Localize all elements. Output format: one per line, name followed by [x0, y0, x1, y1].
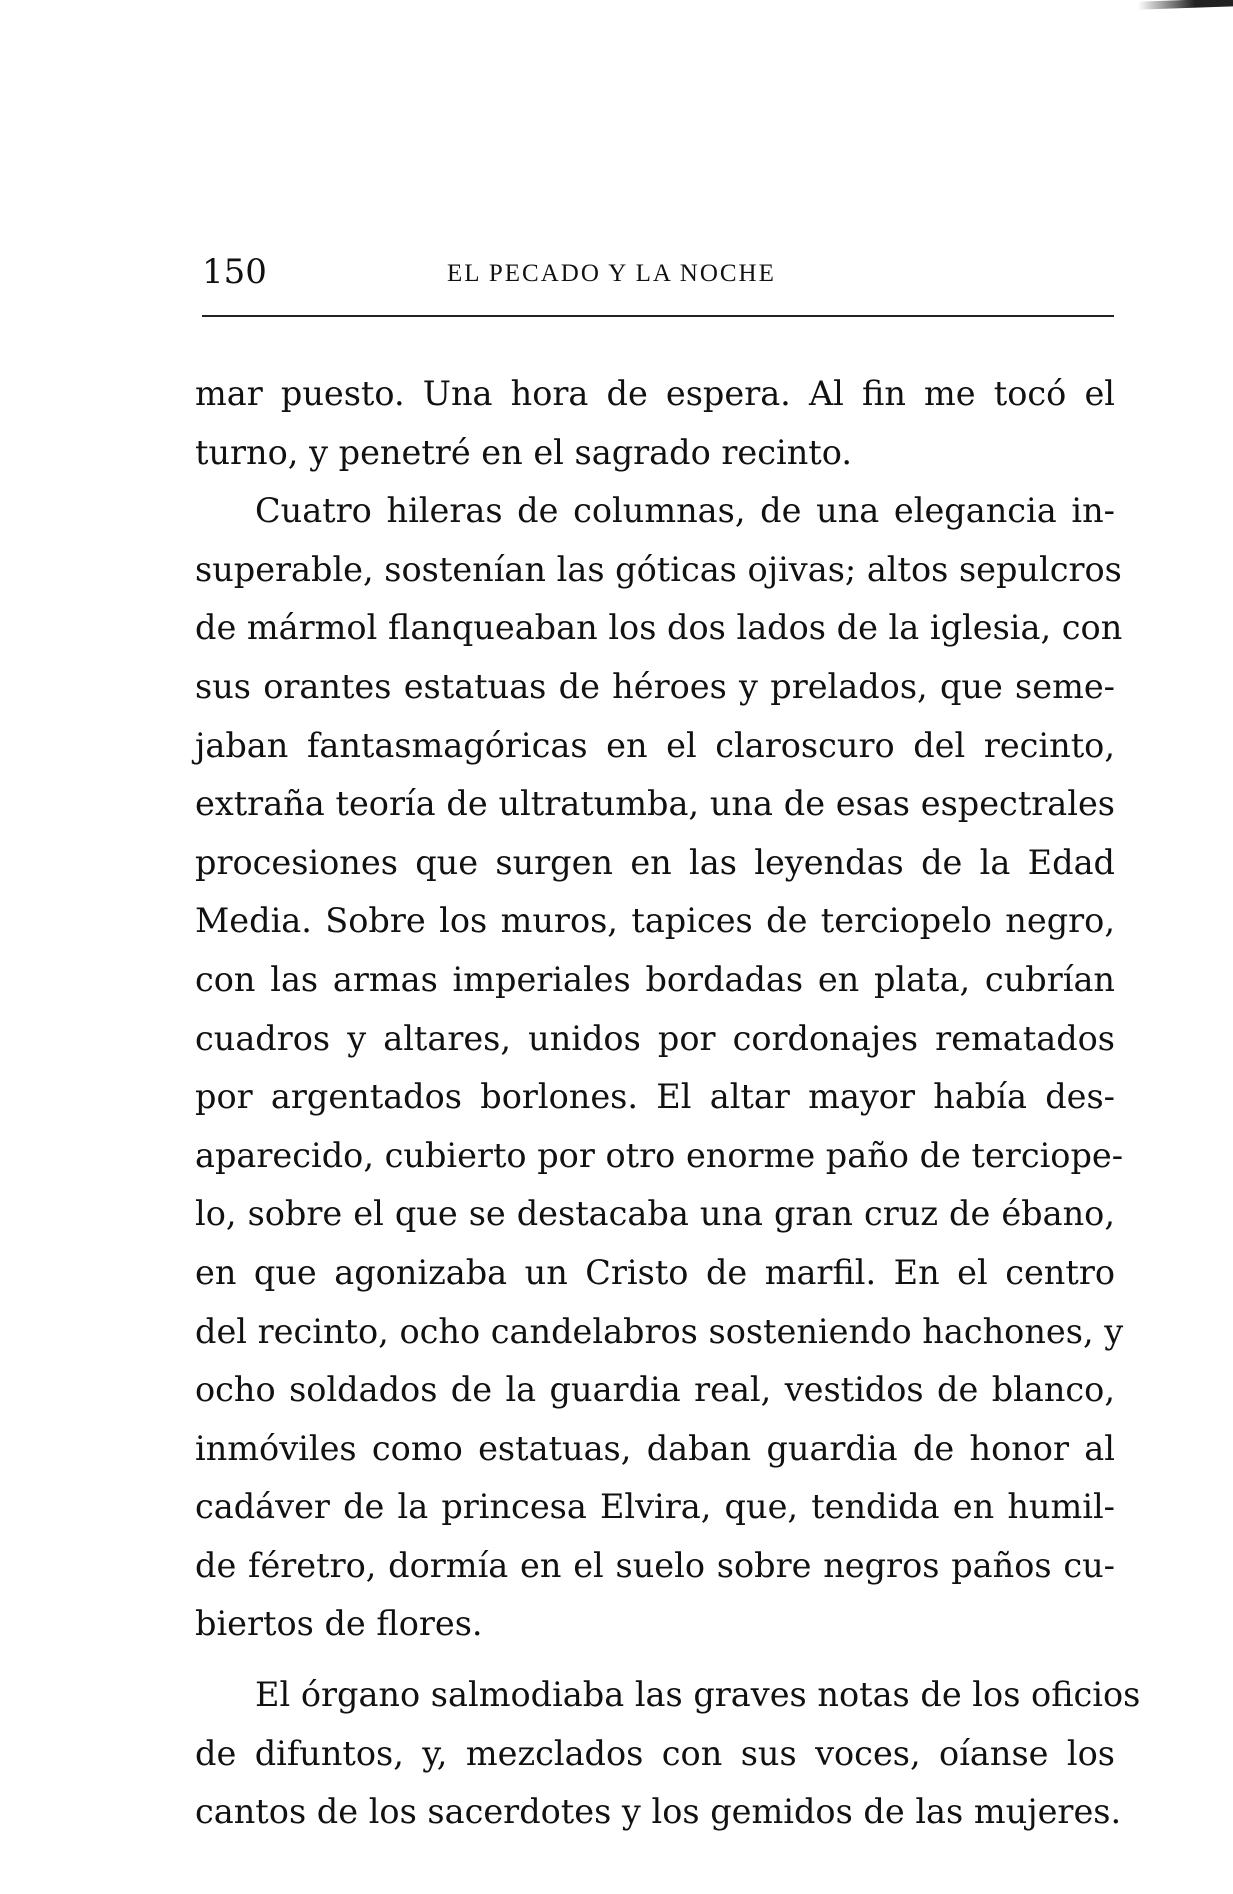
- text-line: procesiones que surgen en las leyendas de la Edad: [195, 842, 1115, 882]
- text-line: mar puesto. Una hora de espera. Al fin me tocó el: [195, 374, 1115, 413]
- text-line: aparecido, cubierto por otro enorme paño de terciope-: [195, 1135, 1124, 1175]
- text-line: turno, y penetré en el sagrado recinto.: [195, 432, 852, 472]
- text-line: de difuntos, y, mezclados con sus voces, oíanse los: [195, 1733, 1115, 1773]
- scan-edge-mark: [1138, 0, 1233, 10]
- text-line: de mármol flanqueaban los dos lados de la iglesia, con: [195, 608, 1123, 648]
- text-line: del recinto, ocho candelabros sosteniendo hachones, y: [195, 1311, 1124, 1351]
- text-line: Cuatro hileras de columnas, de una elegancia in-: [255, 491, 1115, 531]
- text-line: inmóviles como estatuas, daban guardia de honor al: [195, 1428, 1115, 1468]
- text-line: superable, sostenían las góticas ojivas; altos sepulcros: [195, 549, 1122, 589]
- text-line: sus orantes estatuas de héroes y prelados, que seme-: [195, 666, 1115, 706]
- paragraph-gap: [195, 1654, 1115, 1666]
- text-line: Media. Sobre los muros, tapices de terciopelo negro,: [195, 901, 1115, 941]
- page-header: [202, 252, 1114, 312]
- text-line: cuadros y altares, unidos por cordonajes rematados: [195, 1018, 1115, 1058]
- page-number: 150: [202, 252, 267, 292]
- text-line: cantos de los sacerdotes y los gemidos de las mujeres.: [195, 1792, 1122, 1832]
- text-line: en que agonizaba un Cristo de marfil. En el centro: [195, 1252, 1115, 1292]
- text-line: cadáver de la princesa Elvira, que, tendida en humil-: [195, 1487, 1115, 1527]
- header-rule: [202, 315, 1114, 317]
- text-line: jaban fantasmagóricas en el claroscuro del recinto,: [195, 725, 1115, 765]
- text-line: El órgano salmodiaba las graves notas de los oficios: [255, 1675, 1141, 1715]
- text-line: con las armas imperiales bordadas en plata, cubrían: [195, 959, 1115, 999]
- body-text: [195, 365, 1141, 1842]
- text-line: de féretro, dormía en el suelo sobre negros paños cu-: [195, 1545, 1115, 1585]
- running-head: EL PECADO Y LA NOCHE: [447, 260, 776, 287]
- text-line: ocho soldados de la guardia real, vestidos de blanco,: [195, 1370, 1115, 1410]
- text-line: extraña teoría de ultratumba, una de esas espectrales: [195, 784, 1115, 824]
- paragraph: [195, 1666, 1141, 1842]
- text-line: biertos de flores.: [195, 1604, 483, 1644]
- paragraph: [195, 482, 1124, 1654]
- text-line: por argentados borlones. El altar mayor había des-: [195, 1077, 1115, 1117]
- paragraph: [195, 365, 1115, 482]
- text-line: lo, sobre el que se destacaba una gran cruz de ébano,: [195, 1194, 1115, 1234]
